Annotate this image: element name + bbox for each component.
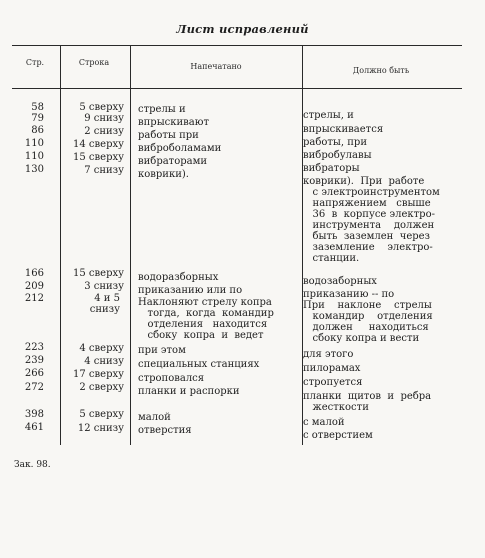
line-ref: 17 сверху (73, 369, 124, 380)
line-ref: 3 снизу (84, 281, 124, 292)
header-top-rule (12, 45, 462, 46)
page-number: 266 (24, 368, 44, 379)
page-number: 166 (24, 268, 44, 279)
correct-text: пилорамах (303, 363, 361, 374)
printed-text: впрыскивают (138, 117, 210, 128)
printed-text: вибраторами (138, 156, 208, 167)
correct-text: впрыскивается (303, 124, 384, 135)
line-ref: 12 снизу (77, 423, 124, 434)
page-number: 79 (31, 113, 44, 124)
line-ref: 5 сверху (79, 409, 124, 420)
header-printed: Напечатано (190, 62, 242, 71)
line-ref: 5 сверху (79, 102, 124, 113)
line-ref: 4 снизу (84, 356, 124, 367)
line-ref: 9 снизу (84, 113, 124, 124)
correct-text: коврики). При работе с электроинструментом напряжением свыше 36 в корпусе электро- инструмента должен быть заземлен через заземление электро- станции. (303, 176, 440, 264)
header-line: Строка (78, 58, 110, 67)
column-divider-2 (130, 45, 131, 445)
page-number: 58 (31, 102, 44, 113)
header-page: Стр. (25, 58, 45, 67)
line-ref: 15 сверху (73, 152, 124, 163)
page-number: 209 (24, 281, 44, 292)
page-number: 239 (24, 355, 44, 366)
printed-text: специальных станциях (138, 359, 260, 370)
page-number: 212 (24, 293, 44, 304)
correct-text: вибробулавы (303, 150, 372, 161)
header-bottom-rule (12, 88, 462, 89)
page-number: 130 (24, 164, 44, 175)
printed-text: виброболамами (138, 143, 222, 154)
printed-text: малой (138, 412, 171, 423)
correct-text: с малой (303, 417, 345, 428)
line-ref: 15 сверху (73, 268, 124, 279)
correct-text: водозаборных (303, 276, 377, 287)
line-ref: 4 и 5 снизу (89, 293, 120, 315)
correct-text: приказанию -- по (303, 289, 395, 300)
printed-text: отверстия (138, 425, 192, 436)
page-number: 110 (24, 138, 44, 149)
correct-text: вибраторы (303, 163, 360, 174)
header-should-be: Должно быть (352, 66, 410, 75)
printed-text: при этом (138, 345, 186, 356)
page-number: 223 (24, 342, 44, 353)
page-number: 110 (24, 151, 44, 162)
page-number: 461 (24, 422, 44, 433)
printed-text: работы при (138, 130, 199, 141)
line-ref: 4 сверху (79, 343, 124, 354)
page-number: 398 (24, 409, 44, 420)
page-title: Лист исправлений (176, 22, 309, 36)
printed-text: планки и распорки (138, 386, 240, 397)
printed-text: стрелы и (138, 104, 186, 115)
order-number: Зак. 98. (14, 460, 51, 470)
printed-text: водоразборных (138, 272, 219, 283)
correct-text: При наклоне стрелы командир отделения должен находиться сбоку копра и вести (303, 300, 433, 344)
page-number: 272 (24, 382, 44, 393)
printed-text: Наклоняют стрелу копра тогда, когда командир отделения находится сбоку копра и ведет (138, 297, 274, 341)
line-ref: 7 снизу (84, 165, 124, 176)
line-ref: 2 сверху (79, 382, 124, 393)
column-divider-1 (60, 45, 61, 445)
line-ref: 14 сверху (73, 139, 124, 150)
printed-text: приказанию или по (138, 285, 243, 296)
correct-text: планки щитов и ребра жесткости (303, 391, 432, 413)
line-ref: 2 снизу (84, 126, 124, 137)
correct-text: работы, при (303, 137, 367, 148)
page-number: 86 (31, 125, 44, 136)
printed-text: коврики). (138, 169, 189, 180)
correct-text: стропуется (303, 377, 363, 388)
correct-text: для этого (303, 349, 354, 360)
printed-text: строповался (138, 373, 205, 384)
correct-text: стрелы, и (303, 110, 354, 121)
correct-text: с отверстием (303, 430, 373, 441)
